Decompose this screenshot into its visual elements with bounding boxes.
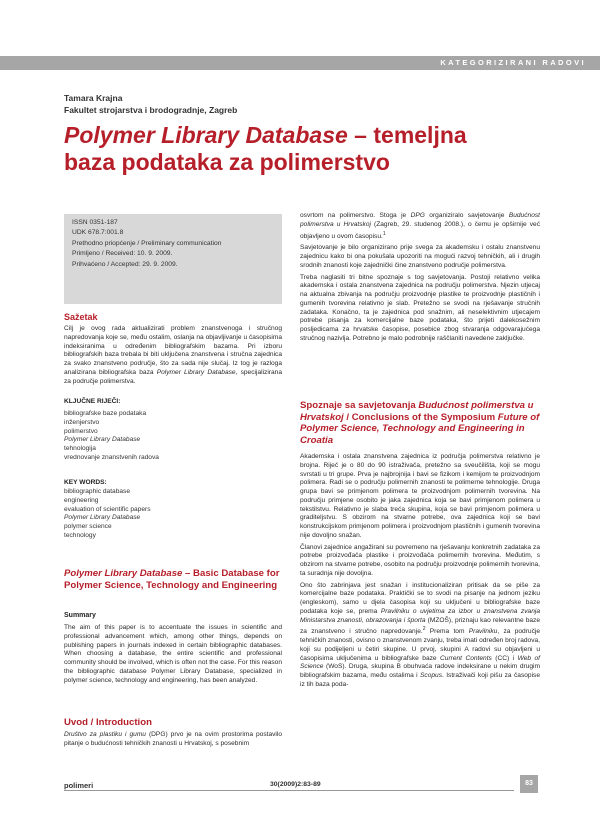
rc-p6-f: (WoS). Druga, skupina B obuhvaća radove indeksirane u nekim drugim bibliografskim bazama, među ostalima i xyxy=(300,663,540,680)
keyword-item xyxy=(64,514,282,523)
rc-p1-a: osvrtom na polimerstvo. Stoga je xyxy=(300,212,411,219)
keyword-item: evaluation of scientific papers xyxy=(64,505,151,513)
english-title-italic: Polymer Library Database xyxy=(64,568,183,579)
keyword-item: polimerstvo xyxy=(64,427,98,435)
footer-divider xyxy=(64,790,514,791)
keywords-hr xyxy=(64,398,282,463)
udk: UDK 678.7:001.8 xyxy=(72,229,124,237)
summary-paragraph: The aim of this paper is to accentuate the issues in scientific and professional advancement which, among other things, depends on publishing papers in journals indexed in certain bibliographic databases. When choosing a database, the entire scientific and professional community should be involved, which is often not the case. For this reason the bibliographic database Polymer Library Database, specialized in polymer science, technology and engineering, has been analyzed. xyxy=(64,624,282,684)
spoznaje-i: Budućnost polimerstva u Hrvatskoj xyxy=(300,400,534,423)
journal-name: polimeri xyxy=(64,781,94,790)
rc-p6-g: . Istraživači koji pišu za časopise iz tih baza poda- xyxy=(300,672,540,688)
spoznaje-a: Spoznaje sa savjetovanja xyxy=(300,400,419,411)
rc-p6-b: (MZOŠ), priznaju kao relevantne baze za znanstveno i stručno napredovanje. xyxy=(300,616,540,636)
uvod-italic: Društvo za plastiku i gumu xyxy=(64,731,146,738)
keyword-item xyxy=(64,436,282,445)
rc-p1-i1: DPG xyxy=(410,212,425,219)
keyword-item-italic: Polymer Library Database xyxy=(64,436,141,444)
article-type: Prethodno priopćenje / Preliminary communication xyxy=(72,239,222,247)
rc-p1-c: (Zagreb, 29. studenog 2008.), o čemu je opširnije već objavljeno u ovom časopisu. xyxy=(300,220,540,240)
issn: ISSN 0351-187 xyxy=(72,219,118,226)
footnote-ref: 1 xyxy=(382,230,386,237)
sazetak-italic: Polymer Library Database xyxy=(156,368,236,376)
keyword-item: engineering xyxy=(64,496,99,504)
summary-text xyxy=(64,624,282,688)
right-column-top xyxy=(300,212,540,347)
page-number: 83 xyxy=(520,775,538,793)
title-italic: Polymer Library Database xyxy=(64,122,348,148)
uvod-rest: (DPG) prvo je na ovim prostorima postavilo pitanje o budućnosti tehničkih znanosti u Hrvatskoj, s posebnim xyxy=(64,731,283,747)
rc-p6-i5: Scopus xyxy=(420,672,442,680)
article-title xyxy=(64,122,544,176)
sazetak-text-a: Cilj je ovog rada aktualizirati problem znanstvenoga i stručnog napredovanja koje se, među ostalim, oslanja na objavljivanje u časopisima indeksiranima u određenim bibliografskim bazama. Pri izboru bibliografskih baza trebala bi biti uključena znanstvena i stručna zajednica za svako znanstveno područje, što za sada nije slučaj. Iz tog je razloga analizirana bibliografska baza xyxy=(64,325,282,376)
english-title-rest: – Basic Database for Polymer Science, Technology and Engineering xyxy=(64,568,280,591)
rc-p4: Akademska i ostala znanstvena zajednica iz područja polimerstva relativno je brojna. Riječ je o 80 do 90 istraživača, pretežno sa sveučilišta, koji se mogu svrstati u tri grupe. Prva je najbrojnija i bavi se fizikom i kemijom te proizvodnjom polimera. Radi se o području polimernih znanosti te polimerne tehnologije. Druga grupa bavi se primjenom polimera te proizvodnjom polimernih tvorevina. Na području primjene osobito je jaka zajednica koja se bavi primjenom polimera u tekstilstvu. Relativno je slaba treća skupina, koja se bavi primjenom polimera u graditeljstvu. S obzirom na stvarne potrebe, ova zajednica koji se bavi konstrukcijskom primjenom polimera i proizvodnjom plastičnih i gumenih tvorevina nije dovoljno snažan. xyxy=(300,453,540,539)
author-block xyxy=(64,92,237,116)
keyword-item: bibliographic database xyxy=(64,487,130,495)
footnote-ref: 2 xyxy=(422,626,426,633)
rc-p6-d: , za područje tehničkih znanosti, ovisno o znanstvenom zvanju, treba imati određen broj radova, koji su podijeljeni u četiri skupine. U prvoj, skupini A radovi su objavljeni u časopisima uključenima u bibliografske baze xyxy=(300,628,540,662)
author-name: Tamara Krajna xyxy=(64,93,123,103)
spoznaje-b: / Conclusions of the Symposium xyxy=(343,411,498,423)
uvod-text xyxy=(64,731,282,752)
summary-heading: Summary xyxy=(64,612,96,619)
journal-issue: 30(2009)2:83-89 xyxy=(270,781,321,788)
rc-p6-a: Ono što zabrinjava jest snažan i institucionaliziran pritisak da se piše za komercijalne baze podataka. Praktički se to svodi na pisanje na jednom jeziku (engleskom), samo u djela časopisa koji su uključeni u bibliografske baze podataka koje se, prema xyxy=(300,581,540,615)
rc-p6-i3: Current Contents xyxy=(440,654,492,662)
accepted-date: Prihvaćeno / Accepted: 29. 9. 2009. xyxy=(72,260,178,268)
title-rest: – temeljna xyxy=(347,122,467,148)
keywords-en-heading: KEY WORDS: xyxy=(64,479,107,486)
sazetak-text-b: , specijalizirana za područje polimerstva. xyxy=(64,368,282,385)
info-box xyxy=(64,214,282,304)
spoznaje-heading xyxy=(300,400,540,446)
keyword-item: bibliografske baze podataka xyxy=(64,409,147,417)
rc-p3: Treba naglasiti tri bitne spoznaje s tog savjetovanja. Postoji relativno velika akademska i ostala znanstvena zajednica na području polimerstva. Njezin utjecaj na aktualna zbivanja na području proizvodnje plastike te proizvodnje plastičnih i gumenih tvorevina relativno je slab. Pretežno se svodi na rješavanje stručnih zadataka. Konačno, ta je zajednica pod snažnim, ali neselektivnim utjecajem potrebe pisanja za komercijalne baze podataka, što prijeti dalekosežnim posljedicama za hrvatske časopise, posebice zbog stvaranja odgovarajućega stručnog nazivlja. Potrebno je malo podrobnije raščlaniti navedene zaključke. xyxy=(300,273,540,342)
rc-p6-e: (CC) i xyxy=(491,654,518,662)
rc-p6-i2: Pravilniku xyxy=(468,628,498,636)
rc-p2: Savjetovanje je bilo organizirano prije svega za akademsku i ostalu znanstvenu zajednicu kako bi ona pokušala upozoriti na mogući razvoj tehničkih, ali i drugih srodnih znanosti koje zajednički čine znanstveno područje polimerstva. xyxy=(300,244,540,269)
section-label: KATEGORIZIRANI RADOVI xyxy=(440,58,586,67)
rc-p5: Članovi zajednice angažirani su povremeno na rješavanju konkretnih zadataka za potrebe proizvođača plastike i proizvođača polimernih tvorevina. Međutim, s obzirom na stvarne potrebe, osobito na području proizvodnje polimernih tvorevina, ta suradnja nije dovoljna. xyxy=(300,543,540,577)
keyword-item: vrednovanje znanstvenih radova xyxy=(64,454,159,462)
title-line2: baza podataka za polimerstvo xyxy=(64,149,390,175)
rc-p6-i4: Web of Science xyxy=(300,654,540,671)
author-affiliation: Fakultet strojarstva i brodogradnje, Zagreb xyxy=(64,105,238,115)
rc-p6-c: Prema tom xyxy=(425,628,469,636)
keyword-item: polymer science xyxy=(64,523,112,531)
keyword-item: technology xyxy=(64,532,96,540)
sazetak-text xyxy=(64,325,282,389)
received-date: Primljeno / Received: 10. 9. 2009. xyxy=(72,250,173,258)
rc-p1-i2: Budućnost polimerstva u Hrvatskoj xyxy=(300,212,540,228)
keywords-en xyxy=(64,479,282,541)
sazetak-heading: Sažetak xyxy=(64,312,98,322)
uvod-heading: Uvod / Introduction xyxy=(64,717,152,728)
english-title xyxy=(64,568,284,591)
right-column-bottom xyxy=(300,453,540,693)
keyword-item: inženjerstvo xyxy=(64,418,100,426)
rc-p1-b: organiziralo savjetovanje xyxy=(424,212,509,219)
keywords-hr-heading: KLJUČNE RIJEČI: xyxy=(64,398,121,405)
spoznaje-i2: Future of Polymer Science, Technology and Engineering in Croatia xyxy=(300,411,540,446)
keyword-item: tehnologija xyxy=(64,445,96,453)
rc-p6-i1: Pravilniku o uvjetima za izbor u znanstvena zvanja Ministarstva znanosti, obrazovanja i športa xyxy=(300,607,540,624)
keyword-item-italic: Polymer Library Database xyxy=(64,514,141,522)
